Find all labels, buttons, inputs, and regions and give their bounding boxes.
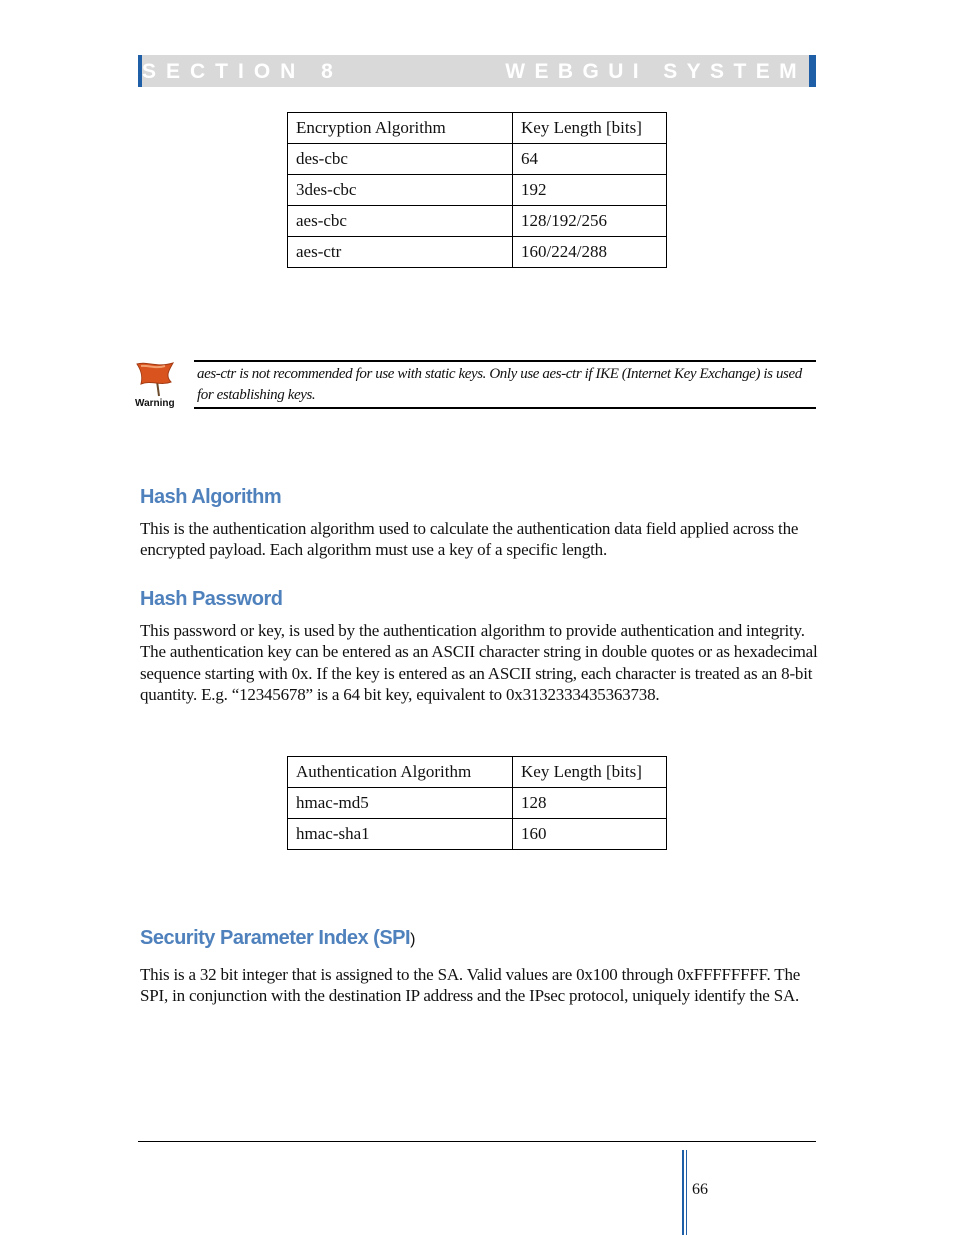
system-label: WEBGUI SYSTEM	[505, 60, 806, 83]
authentication-table	[287, 756, 667, 850]
table-row	[288, 175, 667, 206]
table-cell: 128/192/256	[513, 206, 667, 237]
hash-password-body: This password or key, is used by the authentication algorithm to provide authentication and integrity. The authentication key can be entered as an ASCII character string in double quotes or as hexadecimal sequence starting with 0x. If the key is entered as an ASCII string, each character is treated as an 8-bit quantity. E.g. “12345678” is a 64 bit key, equivalent to 0x3132333435363738.	[140, 621, 818, 704]
spi-heading-text: Security Parameter Index (SPI	[140, 927, 411, 949]
table-header-cell: Key Length [bits]	[513, 113, 667, 144]
table-row	[288, 144, 667, 175]
header-right-accent	[809, 55, 816, 87]
table-cell: aes-ctr	[288, 237, 513, 268]
table-row	[288, 206, 667, 237]
hash-password-heading: Hash Password	[140, 588, 283, 610]
table-cell: 192	[513, 175, 667, 206]
warning-top-rule	[194, 360, 816, 362]
section-label: SECTION 8	[142, 60, 343, 83]
table-header-row	[288, 113, 667, 144]
table-cell: 160/224/288	[513, 237, 667, 268]
spi-heading-close: )	[410, 931, 415, 948]
footer-rule	[138, 1141, 816, 1142]
table-row	[288, 237, 667, 268]
table-cell: 160	[513, 819, 667, 850]
hash-algorithm-heading: Hash Algorithm	[140, 486, 282, 508]
table-row	[288, 819, 667, 850]
table-cell: 3des-cbc	[288, 175, 513, 206]
table-cell: 64	[513, 144, 667, 175]
page-number-accent	[682, 1150, 684, 1235]
table-header-cell: Authentication Algorithm	[288, 757, 513, 788]
section-header-bar	[138, 55, 816, 87]
spi-heading	[140, 926, 415, 952]
table-row	[288, 788, 667, 819]
warning-label: Warning	[135, 398, 175, 409]
spi-body: This is a 32 bit integer that is assigned to the SA. Valid values are 0x100 through 0xFFFFFFFF. The SPI, in conjunction with the destination IP address and the IPsec protocol, uniquely identify the SA.	[140, 965, 801, 1006]
table-cell: hmac-md5	[288, 788, 513, 819]
hash-algorithm-body: This is the authentication algorithm used to calculate the authentication data field applied across the encrypted payload. Each algorithm must use a key of a specific length.	[140, 519, 799, 560]
warning-text: aes-ctr is not recommended for use with static keys. Only use aes-ctr if IKE (Internet Key Exchange) is used for establishing keys.	[197, 366, 802, 403]
table-header-cell: Key Length [bits]	[513, 757, 667, 788]
encryption-table	[287, 112, 667, 268]
page-number-accent-thin	[686, 1150, 687, 1235]
table-header-row	[288, 757, 667, 788]
warning-bottom-rule	[194, 407, 816, 409]
page-number: 66	[692, 1181, 708, 1198]
table-cell: hmac-sha1	[288, 819, 513, 850]
table-cell: aes-cbc	[288, 206, 513, 237]
table-cell: des-cbc	[288, 144, 513, 175]
table-cell: 128	[513, 788, 667, 819]
table-header-cell: Encryption Algorithm	[288, 113, 513, 144]
